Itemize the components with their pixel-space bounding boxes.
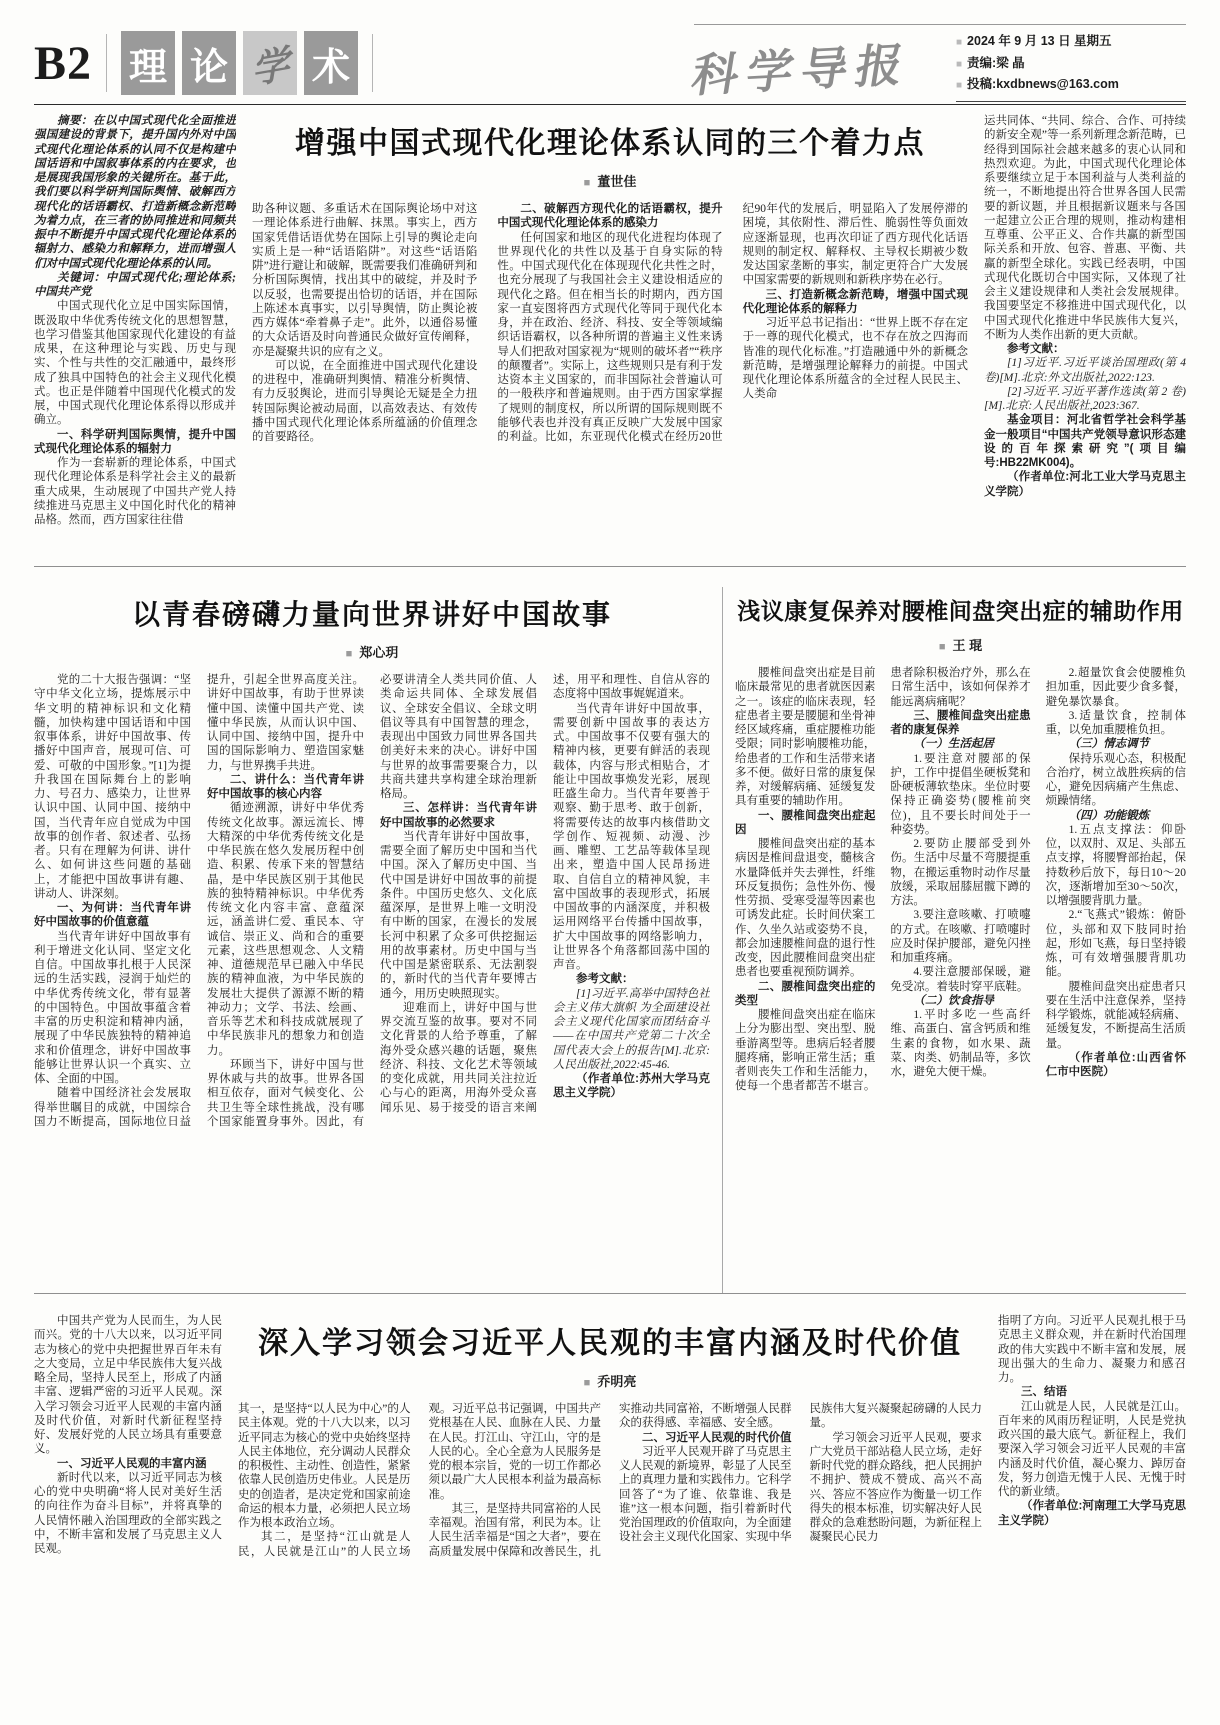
paragraph: [1]习近平.高举中国特色社会主义伟大旗帜 为全面建设社会主义现代化国家而团结奋斗——在中国共产党第二十次全国代表大会上的报告[M].北京:人民出版社,2022:45-46.	[553, 987, 710, 1071]
article1-center	[252, 114, 968, 566]
paragraph: 2.要防止腰部受到外伤。生活中尽量不弯腰提重物，在搬运重物时动作尽量放缓，采取屈膝屈髋下蹲的方法。	[890, 838, 1031, 907]
paragraph: 4.要注意腰部保暖，避免受凉。着装时穿平底鞋。	[890, 966, 1031, 993]
article-lumbar-rehab	[735, 587, 1186, 1293]
paragraph: 一、腰椎间盘突出症起因	[735, 809, 876, 836]
paragraph: 一、科学研判国际舆情，提升中国式现代化理论体系的辐射力	[34, 428, 236, 455]
paragraph: 2.超量饮食会使腰椎负担加重，因此要少食多餐，避免暴饮暴食。	[1045, 667, 1186, 708]
paragraph: 参考文献：	[1007, 343, 1065, 355]
article1-headline-block	[252, 114, 968, 202]
section-logo-char: 理	[121, 31, 175, 95]
article3-byline	[735, 635, 1186, 654]
paragraph: 腰椎间盘突出症患者只要在生活中注意保养，坚持科学锻炼，就能减轻病痛、延缓复发，不断提高生活质量。	[1045, 980, 1186, 1050]
paragraph: 腰椎间盘突出症在临床上分为膨出型、突出型、脱垂游离型等。患病后轻者腰腿疼痛，影响正常生活；重者则丧失工作和生活能力，使每一个患者都苦不堪言。患者除积极治疗外，那么在日常生活中，该如何保养才能远离病痛呢？	[735, 667, 1031, 1093]
article4-byline	[238, 1371, 982, 1390]
band-divider	[34, 566, 1186, 567]
article1-author: 董世佳	[597, 174, 637, 189]
article4-headline-block	[238, 1314, 982, 1402]
paragraph: 关键词：中国式现代化;理论体系;中国共产党	[34, 271, 236, 298]
paragraph: 习近平人民观开辟了马克思主义人民观的新境界，彰显了人民至上的真理力量和实践伟力。它科学回答了“为了谁、依靠谁、我是谁”这一根本问题，指引着新时代党治国理政的价值取向，为全面建设社会主义现代化国家、实现中华民族伟大复兴凝聚起磅礴的人民力量。	[619, 1403, 982, 1544]
paragraph: 腰椎间盘突出症的基本病因是椎间盘退变，髓核含水量降低并失去弹性，纤维环反复损伤；急性外伤、慢性劳损、受寒受湿等因素也可诱发此症。长时间伏案工作、久坐久站或姿势不良，都会加速腰椎间盘的退行性改变，因此腰椎间盘突出症患者也要重视预防调养。	[735, 838, 876, 979]
paragraph: （四）功能锻炼	[1068, 809, 1150, 822]
paragraph: 保持乐观心态，积极配合治疗，树立战胜疾病的信心，避免因病痛产生焦虑、烦躁情绪。	[1045, 752, 1186, 808]
paragraph: 指明了方向。习近平人民观扎根于马克思主义群众观，并在新时代治国理政的伟大实践中不断丰富和发展，展现出强大的生命力、凝聚力和感召力。	[998, 1315, 1186, 1384]
page-code: B2	[34, 36, 93, 90]
paragraph: 循迹溯源，讲好中华优秀传统文化故事。源远流长、博大精深的中华优秀传统文化是中华民族在悠久发展历程中创造、积累、传承下来的智慧结晶，是中华民族区别于其他民族的独特精神标识。中华优秀传统文化内容丰富、意蕴深远，涵盖讲仁爱、重民本、守诚信、崇正义、尚和合的重要元素，这些思想观念、人文精神、道德规范早已融入中华民族的精神血液，为中华民族的发展壮大提供了源源不断的精神动力；文学、书法、绘画、音乐等艺术和科技成就展现了中华民族非凡的想象力和创造力。	[207, 802, 364, 1057]
paragraph: 习近平总书记指出：“世界上既不存在定于一尊的现代化模式，也不存在放之四海而皆准的现代化标准。”打造融通中外的新概念新范畴，是增强理论解释力的前提。中国式现代化理论体系所蕴含的全过程人民民主、人类命	[742, 317, 968, 401]
paragraph: 一、为何讲：当代青年讲好中国故事的价值意蕴	[34, 902, 191, 929]
paragraph: 当代青年讲好中国故事有利于增进文化认同、坚定文化自信。中国故事扎根于人民深远的生活实践，浸润于灿烂的中华优秀传统文化，带有显著的中国特色。中国故事蕴含着丰富的历史积淀和精神内涵，展现了中华民族独特的精神追求和价值理念，讲好中国故事能够让世界认识一个真实、立体、全面的中国。	[34, 930, 191, 1085]
paragraph: 二、破解西方现代化的话语霸权，提升中国式现代化理论体系的感染力	[497, 203, 723, 230]
paragraph: 1.五点支撑法：仰卧位，以双肘、双足、头部五点支撑，将腰臀部抬起，保持数秒后放下，每日10～20次，逐渐增加至30～50次，以增强腰背肌力量。	[1045, 823, 1186, 907]
band-divider	[34, 1293, 1186, 1294]
paragraph: 三、怎样讲：当代青年讲好中国故事的必然要求	[380, 802, 537, 829]
paragraph: 环顾当下，讲好中国与世界休戚与共的故事。世界各国相互依存，面对气候变化、公共卫生等全球性挑战，没有哪个国家能置身事外。因此，有必要讲清全人类共同价值、人类命运共同体、全球发展倡议、全球安全倡议、全球文明倡议等具有中国智慧的理念，表现出中国致力同世界各国共创美好未来的决心。讲好中国与世界的故事需要聚合力，以共商共建共享构建全球治理新格局。	[207, 674, 537, 1128]
article4-title: 深入学习领会习近平人民观的丰富内涵及时代价值	[258, 1327, 962, 1360]
section-logo	[121, 31, 358, 95]
paragraph: 作为一套崭新的理论体系，中国式现代化理论体系是科学社会主义的最新重大成果，生动展现了中国共产党人持续推进马克思主义中国化时代化的精神品格。然而，西方国家往往借	[34, 457, 236, 526]
masthead-rule	[34, 104, 1186, 105]
article3-author: 王 琨	[952, 638, 983, 653]
article2-byline	[34, 642, 710, 661]
issue-info	[956, 31, 1186, 103]
paragraph: （二）饮食指导	[913, 994, 994, 1007]
paragraph: （三）情志调节	[1068, 738, 1150, 751]
article4-left-column	[34, 1314, 222, 1702]
article2-body-columns	[34, 673, 710, 1293]
article-people-view	[34, 1304, 1186, 1702]
paragraph: 其二，是坚持“江山就是人民，人民就是江山”的人民立场观。习近平总书记强调，中国共产党根基在人民、血脉在人民、力量在人民。打江山、守江山，守的是人民的心。全心全意为人民服务是党的根本宗旨，党的一切工作都必须以最广大人民根本利益为最高标准。	[238, 1403, 601, 1558]
paragraph: 参考文献：	[576, 973, 634, 986]
paragraph: 迎难而上，讲好中国与世界交流互鉴的故事。要对不同文化背景的人给予尊重，了解海外受众感兴趣的话题，聚焦经济、科技、文化艺术等领域的变化成就，用共同关注拉近心与心的距离，用海外受众喜闻乐见、易于接受的语言来阐述，用平和理性、自信从容的态度将中国故事娓娓道来。	[380, 674, 710, 1114]
paragraph: 运共同体、“共同、综合、合作、可持续的新安全观”等一系列新理念新范畴，已经得到国际社会越来越多的衷心认同和热烈欢迎。为此，中国式现代化理论体系要继续立足于本国利益与人类利益的统一，不断地提出符合世界各国人民需要的新议题，并且根据新议题来与各国一起建立公正合理的规则，推动构建相互尊重、公平正义、合作共赢的新型国际关系和开放、包容、普惠、平衡、共赢的新型全球化。实践已经表明，中国式现代化既切合中国实际，又体现了社会主义建设规律和人类社会发展规律。我国要坚定不移推进中国式现代化，以中国式现代化推进中华民族伟大复兴，不断为人类作出新的更大贡献。	[984, 115, 1186, 341]
square-bullet-icon: ■	[956, 36, 963, 48]
paragraph: 可以说，在全面推进中国式现代化建设的进程中，准确研判舆情、精准分析舆情、有力反驳舆论，进而引导舆论无疑是全力扭转国际舆论被动局面，以高效表达、有效传播中国式现代化理论体系所蕴涵的价值理念的首要路径。	[252, 359, 478, 443]
paragraph: 新时代以来，以习近平同志为核心的党中央明确“将人民对美好生活的向往作为奋斗目标”，并将真挚的人民情怀融入治国理政的全部实践之中，不断丰富和发展了马克思主义人民观。	[34, 1471, 222, 1555]
paragraph: （一）生活起居	[913, 738, 994, 751]
paragraph: 二、腰椎间盘突出症的类型	[735, 980, 876, 1007]
submit-line: ■ 投稿:kxdbnews@163.com	[956, 77, 1119, 92]
article1-title: 增强中国式现代化理论体系认同的三个着力点	[295, 127, 925, 160]
paragraph: [1]习近平.习近平谈治国理政(第 4 卷)[M].北京:外文出版社,2022:123.	[984, 357, 1186, 384]
paragraph: [2]习近平.习近平著作选读(第 2 卷)[M].北京:人民出版社,2023:367.	[984, 385, 1186, 412]
paragraph: 随着中国经济社会发展取得举世瞩目的成就，中国综合国力不断提高，国际地位日益提升，引起全世界高度关注。讲好中国故事，有助于世界读懂中国、读懂中国共产党、读懂中华民族，从而认识中国、认同中国、接纳中国，提升中国的国际影响力、塑造国家魅力，与世界携手共进。	[34, 674, 364, 1128]
article2-author: 郑心玥	[359, 645, 399, 660]
square-bullet-icon: ■	[583, 177, 591, 189]
paragraph: 摘要：在以中国式现代化全面推进强国建设的背景下，提升国内外对中国式现代化理论体系的认同不仅是构建中国话语和中国叙事体系的内在要求，也是展现我国形象的关键所在。基于此，我们要以科学研判国际舆情、破解西方现代化的话语霸权、打造新概念新范畴为着力点，在三者的协同推进和同频共振中不断提升中国式现代化理论体系的辐射力、感染力和解释力，进而增强人们对中国式现代化理论体系的认同。	[34, 115, 236, 270]
square-bullet-icon: ■	[938, 641, 946, 653]
paragraph: 其一，是坚持“以人民为中心”的人民主体观。党的十八大以来，以习近平同志为核心的党中央始终坚持人民主体地位，充分调动人民群众的积极性、主动性、创造性，紧紧依靠人民创造历史伟业。人民是历史的创造者，是决定党和国家前途命运的根本力量，必须把人民立场作为根本政治立场。	[238, 1403, 411, 1529]
article3-headline-block	[735, 587, 1186, 666]
masthead-divider	[372, 34, 373, 92]
paragraph: 二、讲什么：当代青年讲好中国故事的核心内容	[207, 773, 364, 800]
paragraph: 中国式现代化立足中国实际国情，既汲取中华优秀传统文化的思想智慧，也学习借鉴其他国家现代化建设的有益成果，在这种理论与实践、历史与现实、个性与共性的交汇融通中，最终形成了独具中国特色的社会主义现代化模式。也正是伴随着中国现代化模式的发展，中国式现代化理论体系得以形成并确立。	[34, 300, 236, 427]
article-china-story	[34, 587, 710, 1293]
paragraph: 一、习近平人民观的丰富内涵	[57, 1457, 207, 1470]
paragraph: 基金项目：河北省哲学社会科学基金一般项目“中国共产党领导意识形态建设的百年探索研究”(项目编号:HB22MK004)。	[984, 414, 1186, 469]
section-logo-char: 论	[182, 31, 236, 95]
paragraph: 助各种议题、多重话术在国际舆论场中对这一理论体系进行曲解、抹黑。事实上，西方国家凭借话语优势在国际上引导的舆论走向实质上是一种“话语陷阱”。对这些“话语陷阱”进行避让和破解，既需要我们准确研判和分析国际舆情，找出其中的破绽，并及时予以反驳，也需要提出恰切的话语，并在国际上陈述本真事实，以引导舆情，防止舆论被西方媒体“牵着鼻子走”。此外，以通俗易懂的大众话语及时向普通民众做好宣传阐释，亦是凝聚共识的应有之义。	[252, 203, 478, 358]
paper-name-logo: 科学导报	[688, 36, 915, 103]
paragraph: （作者单位:山西省怀仁市中医院）	[1045, 1051, 1186, 1078]
paragraph: 三、腰椎间盘突出症患者的康复保养	[890, 709, 1031, 736]
column-rule	[722, 587, 723, 1293]
square-bullet-icon: ■	[956, 58, 963, 70]
paragraph: 1.平时多吃一些高纤维、高蛋白、富含钙质和维生素的食物，如水果、蔬菜、肉类、奶制品等，多饮水，避免大便干燥。	[890, 1009, 1031, 1078]
paragraph: 其三，是坚持共同富裕的人民幸福观。治国有常，利民为本。让人民生活幸福是“国之大者”，要在高质量发展中保障和改善民生，扎实推动共同富裕，不断增强人民群众的获得感、幸福感、安全感。	[428, 1403, 792, 1558]
square-bullet-icon: ■	[345, 648, 353, 660]
date-line: ■ 2024 年 9 月 13 日 星期五	[956, 33, 1112, 48]
editor-line: ■ 责编:梁 晶	[956, 55, 1025, 70]
paragraph: 当代青年讲好中国故事，需要全面了解历史中国和当代中国。深入了解历史中国、当代中国是讲好中国故事的前提条件。中国历史悠久、文化底蕴深厚，是世界上唯一文明没有中断的国家，在漫长的发展长河中积累了众多可供挖掘运用的故事素材。历史中国与当代中国是紧密联系、无法割裂的，新时代的当代青年要博古通今，用历史映照现实。	[380, 830, 537, 1000]
article4-center	[238, 1314, 982, 1702]
paragraph: 3.适量饮食，控制体重，以免加重腰椎负担。	[1045, 709, 1186, 736]
paragraph: （作者单位:苏州大学马克思主义学院）	[553, 1073, 710, 1100]
paragraph: 中国共产党为人民而生，为人民而兴。党的十八大以来，以习近平同志为核心的党中央把握世界百年未有之大变局，立足中华民族伟大复兴战略全局，坚持人民至上，形成了内涵丰富、逻辑严密的习近平人民观。深入学习领会习近平人民观的丰富内涵及时代价值，对新时代新征程坚持好、发展好党的人民立场具有重要意义。	[34, 1315, 222, 1456]
square-bullet-icon: ■	[583, 1377, 591, 1389]
masthead-right	[688, 24, 1186, 103]
paragraph: 任何国家和地区的现代化进程均体现了世界现代化的共性以及基于自身实际的特性。中国式现代化在体现现代化共性之时，也充分展现了与我国社会主义建设相适应的现代化之路。但在相当长的时期内，西方国家一直妄图将西方式现代化等同于现代化本身，并在政治、经济、科技、安全等领域编织话语霸权，以各种所谓的普遍主义性来诱导人们把敌对国家视为“规则的破坏者”“秩序的颠覆者”。实际上，这些规则只是有利于发达资本主义国家的，而非国际社会普遍认可的一般秩序和普遍规则。由于西方国家掌握了规则的制度权，所以所谓的国际规则既不能够代表也并没有真正反映广大发展中国家的利益。比如，东亚现代化模式在经历20世纪90年代的发展后，明显陷入了发展停滞的困境，其依附性、滞后性、脆弱性等负面效应逐渐显现，也再次印证了西方现代化话语规则的制定权、解释权、主导权长期被少数发达国家垄断的事实，制定更符合广大发展中国家需要的新规则和新秩序势在必行。	[497, 203, 968, 443]
paragraph: 1.要注意对腰部的保护，工作中提倡坐硬板凳和卧硬板薄软垫床。坐位时要保持正确姿势(腰椎前突位)，且不要长时间处于一种姿势。	[890, 752, 1031, 836]
middle-band	[34, 577, 1186, 1293]
paragraph: 当代青年讲好中国故事，需要创新中国故事的表达方式。中国故事不仅要有强大的精神内核，更要有鲜活的表现载体，内容与形式相贴合，才能让中国故事焕发光彩，展现旺盛生命力。当代青年要善于观察、勤于思考、敢于创新，将需要传达的故事内核借助文学创作、短视频、动漫、沙画、雕塑、工艺品等载体呈现出来，塑造中国人民昂扬进取、自信自立的精神风貌，丰富中国故事的表现形式，拓展中国故事的内涵深度，并积极运用网络平台传播中国故事，扩大中国故事的网络影响力，让世界各个角落都回荡中国的声音。	[553, 702, 710, 971]
paragraph: 二、习近平人民观的时代价值	[642, 1431, 792, 1444]
section-logo-char-calligraphy: 学	[243, 31, 297, 95]
article1-byline	[252, 171, 968, 190]
article-modernization-theory	[34, 114, 1186, 566]
paragraph: 3.要注意咳嗽、打喷嚏的方式。在咳嗽、打喷嚏时应及时保护腰部，避免闪挫和加重疼痛。	[890, 909, 1031, 964]
paragraph: 学习领会习近平人民观，要求广大党员干部站稳人民立场，走好新时代党的群众路线，把人民拥护不拥护、赞成不赞成、高兴不高兴、答应不答应作为衡量一切工作得失的根本标准，切实解决好人民群众的急难愁盼问题，为新征程上凝聚民心民力	[809, 1431, 982, 1544]
article4-body-columns	[238, 1402, 982, 1702]
article3-title: 浅议康复保养对腰椎间盘突出症的辅助作用	[737, 598, 1184, 624]
paragraph: 腰椎间盘突出症是目前临床最常见的患者就医因素之一。该症的临床表现，轻症患者主要是腰腿和坐骨神经区域疼痛，重症腰椎功能受限；同时影响腰椎功能，给患者的工作和生活带来诸多不便。做好日常的康复保养，对缓解病痛、延缓复发具有重要的辅助作用。	[735, 667, 876, 808]
article1-abstract-column	[34, 114, 236, 566]
paragraph: 江山就是人民，人民就是江山。百年来的风雨历程证明，人民是党执政兴国的最大底气。新征程上，我们要深入学习领会习近平人民观的丰富内涵及时代价值，凝心聚力、踔厉奋发，努力创造无愧于人民、无愧于时代的新业绩。	[998, 1400, 1186, 1498]
article2-title: 以青春磅礴力量向世界讲好中国故事	[131, 599, 612, 630]
masthead	[34, 26, 1186, 103]
masthead-divider	[106, 34, 107, 92]
paragraph: （作者单位:河南理工大学马克思主义学院）	[998, 1500, 1186, 1527]
article3-body-columns	[735, 666, 1186, 1293]
paragraph: 2.“飞燕式”锻炼：俯卧位，头部和双下肢同时抬起，形如飞燕，每日坚持锻炼，可有效增强腰背肌功能。	[1045, 909, 1186, 979]
article4-right-column	[998, 1314, 1186, 1702]
article1-right-column	[984, 114, 1186, 566]
paragraph: 三、打造新概念新范畴，增强中国式现代化理论体系的解释力	[742, 288, 968, 315]
paragraph: 党的二十大报告强调：“坚守中华文化立场，提炼展示中华文明的精神标识和文化精髓，加快构建中国话语和中国叙事体系，讲好中国故事、传播好中国声音，展现可信、可爱、可敬的中国形象。”[1]为提升我国在国际舞台上的影响力、号召力、感染力，让世界认识中国、认同中国、接纳中国，当代青年应自觉成为中国故事的创作者、叙述者、弘扬者。只有在理解为何讲、讲什么、如何讲这些问题的基础上，才能把中国故事讲有趣、讲动人、讲深刻。	[34, 674, 191, 900]
article1-body-columns	[252, 202, 968, 566]
section-logo-char: 术	[304, 31, 358, 95]
article2-headline-block	[34, 587, 710, 673]
article4-author: 乔明亮	[597, 1374, 637, 1389]
paragraph: 三、结语	[1021, 1386, 1067, 1399]
paragraph: （作者单位:河北工业大学马克思主义学院）	[984, 471, 1186, 498]
square-bullet-icon: ■	[956, 80, 963, 92]
